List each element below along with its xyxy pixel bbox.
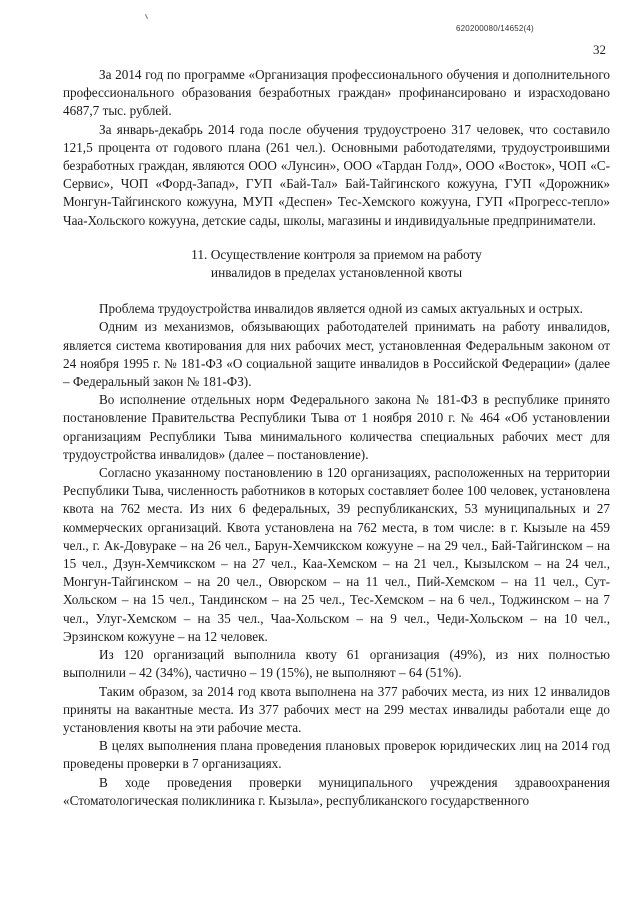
paragraph-program-funding: За 2014 год по программе «Организация профессионального обучения и дополнительного профессионального образования безработных граждан» профинансировано и израсходовано 4687,7 тыс. рублей.	[63, 67, 610, 119]
paragraph-quota-distribution: Согласно указанному постановлению в 120 организациях, расположенных на территории Республики Тыва, численность работников в которых составляет более 100 человек, установлена квота на 762 места. Из них 6 федеральных, 39 республиканских, 53 муниципальных и 27 коммерческих организаций. Квота установлена на 762 места, в том числе: в г. Кызыле на 459 чел., г. Ак-Довураке – на 26 чел., Барун-Хемчикском кожууне – на 29 чел., Бай-Тайгинском – на 15 чел., Дзун-Хемчикском – на 27 чел., Каа-Хемском – на 21 чел., Кызылском – на 24 чел., Монгун-Тайгинском – на 20 чел., Овюрском – на 11 чел., Пий-Хемском – на 11 чел., Сут-Хольском – на 15 чел., Тандинском – на 25 чел., Тес-Хемском – на 6 чел., Тоджинском – на 7 чел., Улуг-Хемском – на 35 чел., Чаа-Хольском – на 9 чел., Чеди-Хольском – на 10 чел., Эрзинском кожууне – на 12 человек.	[63, 465, 610, 644]
document-body	[63, 66, 610, 810]
paragraph-problem: Проблема трудоустройства инвалидов является одной из самых актуальных и острых.	[99, 301, 583, 317]
document-id: 620200080/14652(4)	[456, 24, 534, 33]
paragraph-employment-results: За январь-декабрь 2014 года после обучения трудоустроено 317 человек, что составило 121,5 процента от годового плана (261 чел.). Основными работодателями, трудоустроившими безработных граждан, являются ООО «Лунсин», ООО «Тардан Голд», ООО «Восток», ЧОП «С-Сервис», ЧОП «Форд-Запад», ГУП «Бай-Тал» Бай-Тайгинского кожууна, ГУП «Дорожник» Монгун-Тайгинского кожууна, МУП «Деспен» Тес-Хемского кожууна, ГУП «Прогресс-тепло» Чаа-Хольского кожууна, детские сады, школы, магазины и индивидуальные предприниматели.	[63, 121, 610, 228]
section-heading-line-1: 11. Осуществление контроля за приемом на работу	[191, 246, 482, 262]
section-heading-line-2: инвалидов в пределах установленной квоты	[210, 265, 463, 281]
paragraph-inspection-details: В ходе проведения проверки муниципального учреждения здравоохранения «Стоматологическая поликлиника г. Кызыла», республиканского государственного	[63, 774, 610, 808]
paragraph-quota-system: Одним из механизмов, обязывающих работодателей принимать на работу инвалидов, является система квотирования для них рабочих мест, установленная Федеральным законом от 24 ноября 1995 г. № 181-ФЗ «О социальной защите инвалидов в Российской Федерации» (далее – Федеральный закон № 181-ФЗ).	[63, 319, 610, 390]
paragraph-quota-results: Таким образом, за 2014 год квота выполнена на 377 рабочих места, из них 12 инвалидов приняты на вакантные места. Из 377 рабочих мест на 299 местах инвалиды работали еще до установления квоты на эти рабочие места.	[63, 683, 610, 735]
page-number: 32	[593, 42, 606, 57]
paragraph-inspections: В целях выполнения плана проведения плановых проверок юридических лиц на 2014 год проведены проверки в 7 организациях.	[63, 738, 610, 772]
paragraph-government-decree: Во исполнение отдельных норм Федерального закона № 181-ФЗ в республике принято постановление Правительства Республики Тыва от 1 ноября 2010 г. № 464 «Об установлении организациям Республики Тыва минимального количества специальных рабочих мест для трудоустройства инвалидов» (далее – постановление).	[63, 392, 610, 462]
section-heading	[63, 246, 610, 282]
scan-mark	[145, 14, 148, 19]
paragraph-quota-compliance: Из 120 организаций выполнила квоту 61 организация (49%), из них полностью выполнили – 42 (34%), частично – 19 (15%), не выполняют – 64 (51%).	[63, 647, 610, 681]
